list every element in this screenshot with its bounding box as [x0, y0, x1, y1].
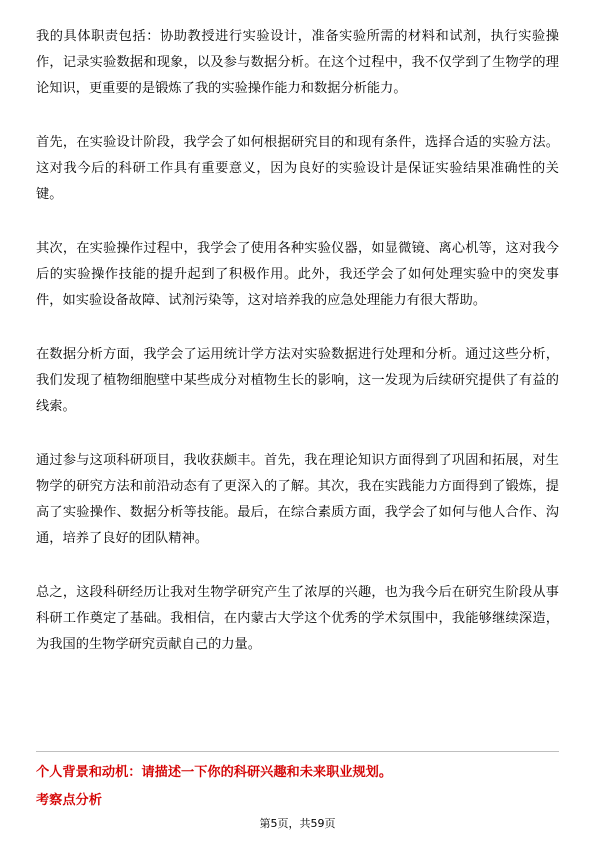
paragraph-spacer [36, 208, 559, 236]
paragraph-responsibilities: 我的具体职责包括：协助教授进行实验设计，准备实验所需的材料和试剂，执行实验操作，记录实验数据和现象，以及参与数据分析。在这个过程中，我不仅学到了生物学的理论知识，更重要的是锻炼了我的实验操作能力和数据分析能力。 [36, 29, 559, 96]
paragraph-experiment-design: 首先，在实验设计阶段，我学会了如何根据研究目的和现有条件，选择合适的实验方法。这对我今后的科研工作具有重要意义，因为良好的实验设计是保证实验结果准确性的关键。 [36, 135, 559, 202]
analysis-heading: 考察点分析 [36, 793, 102, 808]
paragraph-spacer [36, 420, 559, 448]
paragraph-data-analysis: 在数据分析方面，我学会了运用统计学方法对实验数据进行处理和分析。通过这些分析，我们发现了植物细胞壁中某些成分对植物生长的影响，这一发现为后续研究提供了有益的线索。 [36, 347, 559, 414]
question-heading: 个人背景和动机：请描述一下你的科研兴趣和未来职业规划。 [36, 765, 393, 780]
paragraph-experiment-operation: 其次，在实验操作过程中，我学会了使用各种实验仪器，如显微镜、离心机等，这对我今后的实验操作技能的提升起到了积极作用。此外，我还学会了如何处理实验中的突发事件，如实验设备故障、试剂污染等，这对培养我的应急处理能力有很大帮助。 [36, 241, 559, 308]
page-number: 第5页，共59页 [259, 817, 336, 830]
paragraph-gains: 通过参与这项科研项目，我收获颇丰。首先，我在理论知识方面得到了巩固和拓展，对生物学的研究方法和前沿动态有了更深入的了解。其次，我在实践能力方面得到了锻炼，提高了实验操作、数据分析等技能。最后，在综合素质方面，我学会了如何与他人合作、沟通，培养了良好的团队精神。 [36, 453, 559, 546]
paragraph-spacer [36, 552, 559, 580]
section-divider [36, 751, 559, 752]
paragraph-spacer [36, 314, 559, 342]
document-body [36, 24, 559, 658]
paragraph-spacer [36, 102, 559, 130]
paragraph-conclusion: 总之，这段科研经历让我对生物学研究产生了浓厚的兴趣，也为我今后在研究生阶段从事科研工作奠定了基础。我相信，在内蒙古大学这个优秀的学术氛围中，我能够继续深造，为我国的生物学研究贡献自己的力量。 [36, 585, 559, 652]
